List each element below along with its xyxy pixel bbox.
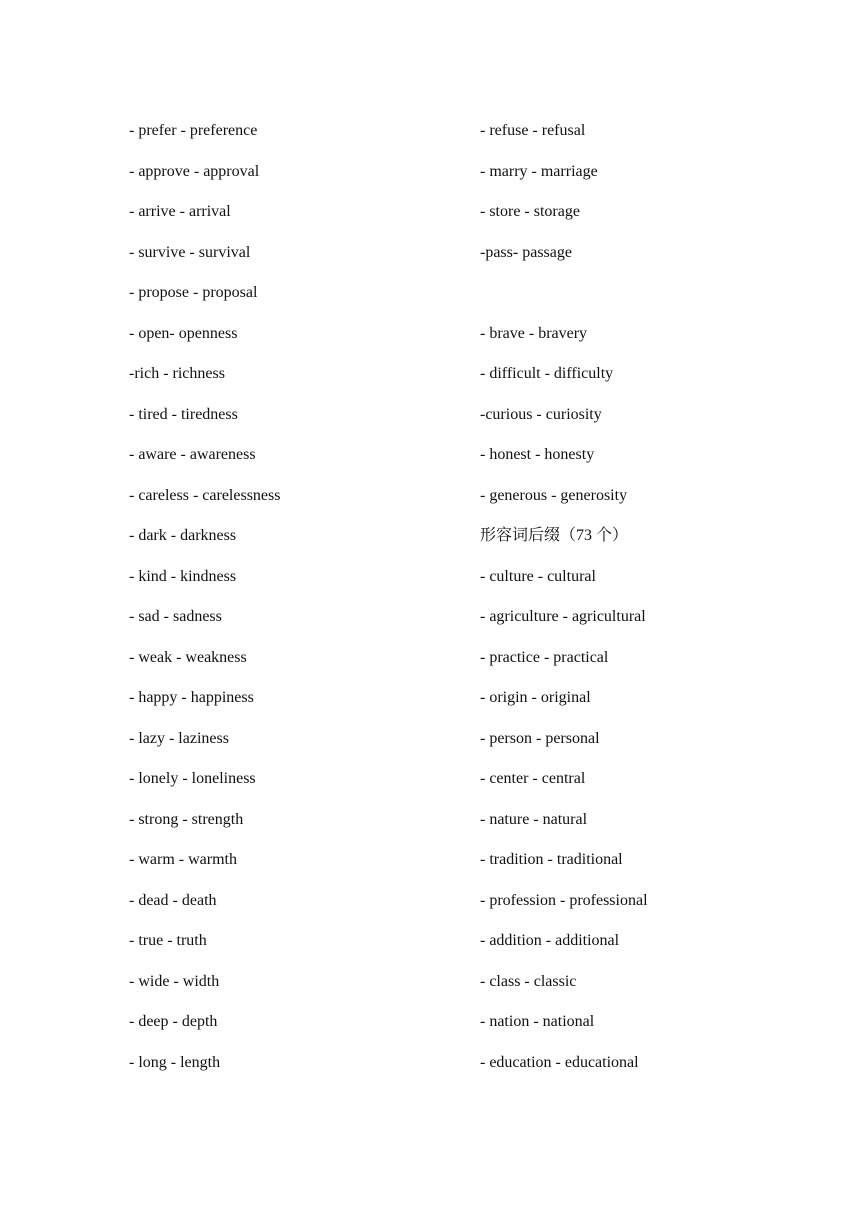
- word-pair-line: - prefer - preference: [129, 122, 258, 139]
- word-pair-line: - refuse - refusal: [480, 122, 586, 139]
- word-pair-line: -pass- passage: [480, 243, 572, 261]
- word-pair-line: - dark - darkness: [129, 527, 237, 544]
- word-pair-line: - arrive - arrival: [129, 203, 231, 220]
- word-pair-line: - weak - weakness: [129, 648, 247, 666]
- word-pair-line: - difficult - difficulty: [480, 365, 614, 382]
- word-pair-line: -curious - curiosity: [480, 405, 602, 423]
- word-pair-line: - brave - bravery: [480, 324, 588, 342]
- word-pair-line: - deep - depth: [129, 1013, 218, 1030]
- word-pair-line: - careless - carelessness: [129, 486, 281, 504]
- section-heading-adjective-suffix: 形容词后缀（73 个）: [480, 527, 629, 544]
- word-pair-line: - honest - honesty: [480, 446, 595, 463]
- word-pair-line: - marry - marriage: [480, 162, 598, 180]
- word-pair-line: - aware - awareness: [129, 446, 256, 463]
- word-pair-line: - origin - original: [480, 689, 591, 706]
- word-pair-line: - center - central: [480, 770, 586, 787]
- word-pair-line: - nature - natural: [480, 810, 588, 828]
- word-pair-line: - true - truth: [129, 932, 207, 949]
- word-pair-line: - practice - practical: [480, 648, 609, 666]
- word-pair-line: - store - storage: [480, 203, 580, 220]
- word-pair-line: - kind - kindness: [129, 567, 237, 585]
- word-pair-line: - lonely - loneliness: [129, 770, 256, 787]
- word-pair-line: - person - personal: [480, 729, 600, 747]
- word-pair-line: - culture - cultural: [480, 567, 596, 585]
- left-word-column: [129, 118, 489, 1090]
- word-pair-line: - agriculture - agricultural: [480, 608, 646, 625]
- word-pair-line: - warm - warmth: [129, 851, 237, 868]
- word-pair-line: - generous - generosity: [480, 486, 628, 504]
- word-pair-line: - dead - death: [129, 891, 217, 909]
- word-pair-line: - education - educational: [480, 1053, 639, 1071]
- word-pair-line: - wide - width: [129, 972, 220, 990]
- word-pair-line: - survive - survival: [129, 243, 251, 261]
- word-pair-line: - addition - additional: [480, 932, 620, 949]
- word-pair-line: - lazy - laziness: [129, 729, 229, 747]
- right-word-column: [480, 118, 840, 1090]
- word-pair-line: - strong - strength: [129, 810, 244, 828]
- word-pair-line: - open- openness: [129, 324, 238, 342]
- word-pair-line: - class - classic: [480, 972, 577, 990]
- word-pair-line: - nation - national: [480, 1013, 595, 1030]
- word-pair-line: - long - length: [129, 1053, 221, 1071]
- blank-line: [480, 280, 840, 321]
- word-pair-line: - profession - professional: [480, 891, 648, 909]
- word-pair-line: - sad - sadness: [129, 608, 222, 625]
- word-pair-line: - propose - proposal: [129, 284, 258, 301]
- word-pair-line: - happy - happiness: [129, 689, 254, 706]
- word-pair-line: - tradition - traditional: [480, 851, 623, 868]
- word-pair-line: - tired - tiredness: [129, 405, 238, 423]
- word-pair-line: - approve - approval: [129, 162, 260, 180]
- word-pair-line: -rich - richness: [129, 365, 225, 382]
